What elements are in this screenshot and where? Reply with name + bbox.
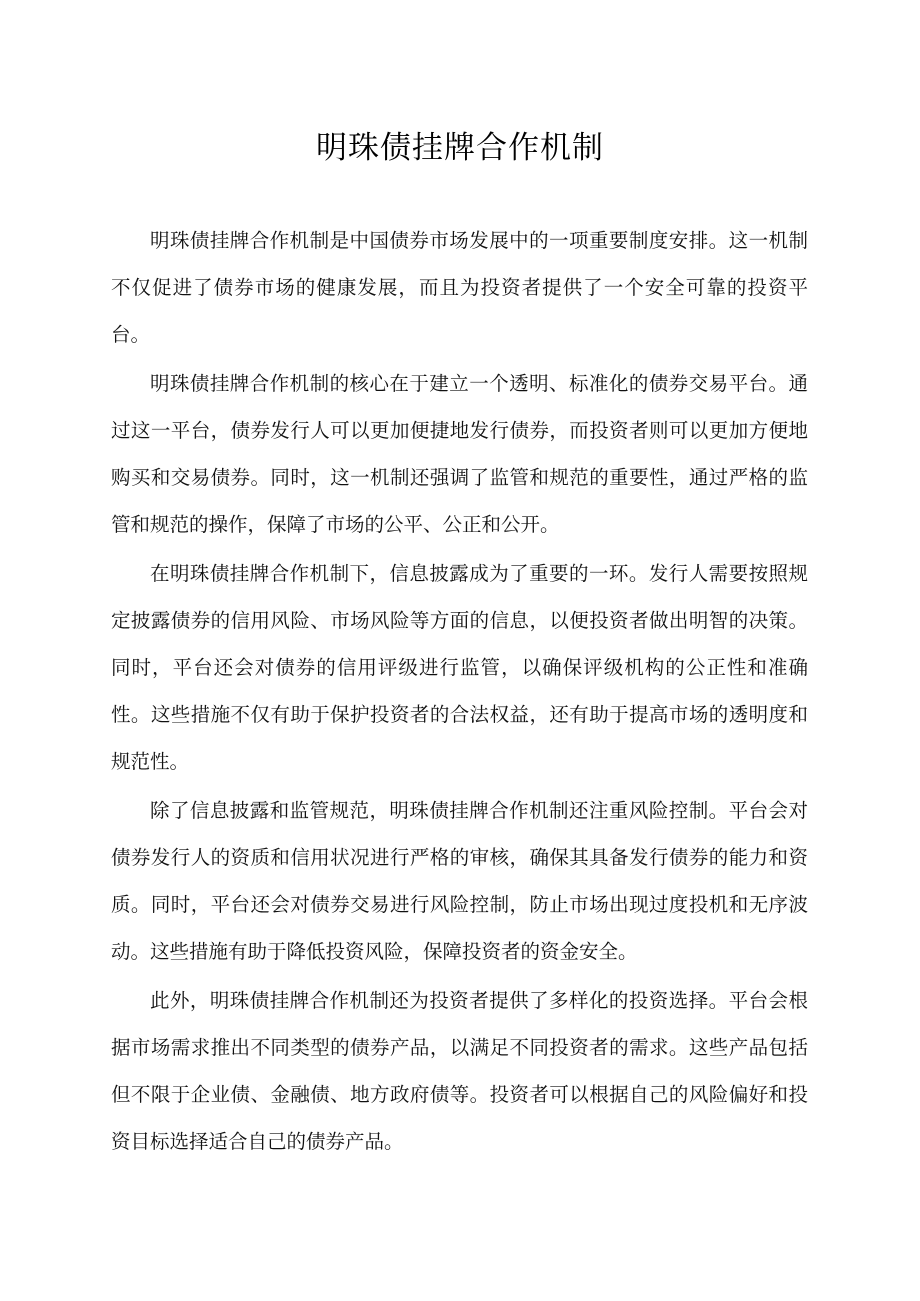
paragraph-2: 明珠债挂牌合作机制的核心在于建立一个透明、标准化的债券交易平台。通过这一平台，债券发行人可以更加便捷地发行债券，而投资者则可以更加方便地购买和交易债券。同时，这一机制还强调了监管和规范的重要性，通过严格的监管和规范的操作，保障了市场的公平、公正和公开。 [111,372,808,536]
paragraph-5: 此外，明珠债挂牌合作机制还为投资者提供了多样化的投资选择。平台会根据市场需求推出不同类型的债券产品，以满足不同投资者的需求。这些产品包括但不限于企业债、金融债、地方政府债等。投资者可以根据自己的风险偏好和投资目标选择适合自己的债券产品。 [111,989,808,1153]
paragraph-4: 除了信息披露和监管规范，明珠债挂牌合作机制还注重风险控制。平台会对债券发行人的资质和信用状况进行严格的审核，确保其具备发行债券的能力和资质。同时，平台还会对债券交易进行风险控制，防止市场出现过度投机和无序波动。这些措施有助于降低投资风险，保障投资者的资金安全。 [111,799,808,963]
paragraph-3: 在明珠债挂牌合作机制下，信息披露成为了重要的一环。发行人需要按照规定披露债券的信用风险、市场风险等方面的信息，以便投资者做出明智的决策。同时，平台还会对债券的信用评级进行监管，以确保评级机构的公正性和准确性。这些措施不仅有助于保护投资者的合法权益，还有助于提高市场的透明度和规范性。 [111,562,808,773]
document-body [111,217,808,1165]
document-title: 明珠债挂牌合作机制 [316,130,604,166]
paragraph-1: 明珠债挂牌合作机制是中国债券市场发展中的一项重要制度安排。这一机制不仅促进了债券市场的健康发展，而且为投资者提供了一个安全可靠的投资平台。 [111,229,808,346]
